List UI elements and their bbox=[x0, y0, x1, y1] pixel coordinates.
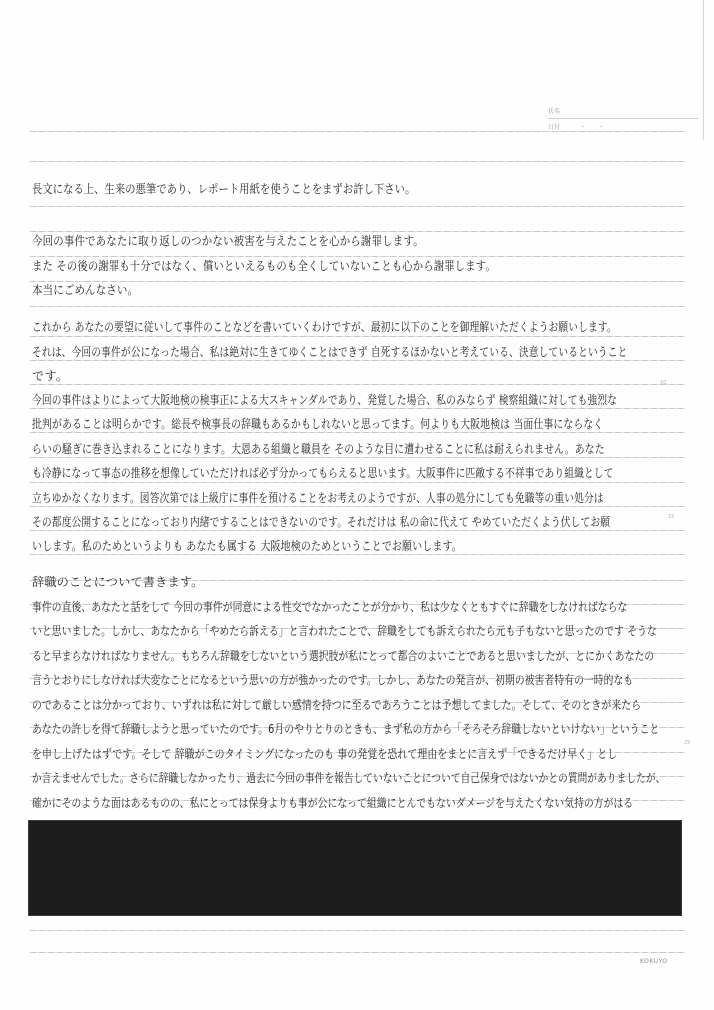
text-line: のであることは分かっており、いずれは私に対して厳しい感情を持つに至るであろうことは予想してました。そして、そのときが来たら bbox=[32, 698, 642, 712]
rule-line bbox=[30, 161, 685, 162]
text-line: また その後の謝罪も十分ではなく、償いといえるものも全くしていないことも心から謝罪します。 bbox=[32, 259, 496, 273]
margin-mark: 25 bbox=[684, 740, 691, 746]
name-underline bbox=[548, 118, 698, 119]
rule-line bbox=[30, 432, 685, 433]
rule-line bbox=[30, 336, 685, 337]
text-line: らいの騒ぎに巻き込まれることになります。大恩ある組織と職員を そのような目に遭わせることに私は耐えられません。あなた bbox=[32, 442, 605, 456]
text-line: その都度公開することになっており内緒ですることはできないのです。それだけは 私の命に代えて やめていただくよう伏してお願 bbox=[32, 515, 611, 529]
text-line: か言えませんでした。さらに辞職しなかったり、過去に今回の事件を報告していないことについて自己保身ではないかとの質問がありましたが、 bbox=[32, 771, 666, 785]
margin-mark: 15 bbox=[668, 514, 675, 520]
rule-line bbox=[30, 306, 685, 307]
text-line: いと思いました。しかし、あなたから「やめたら訴える」と言われたことで、辞職をしても訴えられたら元も子もないと思ったのです そうな bbox=[32, 624, 657, 638]
text-line: 言うとおりにしなければ大変なことになるという思いの方が強かったのです。しかし、あなたの発言が、初期の被害者特有の一時的なも bbox=[32, 673, 634, 687]
rule-line bbox=[30, 131, 685, 132]
text-line: 本当にごめんなさい。 bbox=[32, 283, 139, 297]
text-line: 長文になる上、生来の悪筆であり、レポート用紙を使うことをまずお許し下さい。 bbox=[32, 182, 416, 196]
rule-line bbox=[30, 506, 685, 507]
date-label: 日付 bbox=[548, 124, 561, 131]
text-line: あなたの許しを得て辞職しようと思っていたのです。6月のやりとりのときも、まず私の方から「そろそろ辞職しないといけない」ということ bbox=[32, 722, 660, 736]
rule-line bbox=[30, 206, 685, 207]
text-line: ると早まらなければなりません。もちろん辞職をしないという選択肢が私にとって都合のよいことであると思いましたが、とにかくあなたの bbox=[32, 649, 655, 663]
text-line: 今回の事件であなたに取り返しのつかない被害を与えたことを心から謝罪します。 bbox=[32, 234, 424, 248]
rule-line bbox=[30, 930, 685, 931]
kokuyo-mark: KOKUYO bbox=[640, 958, 668, 965]
text-line: も冷静になって事态の推移を想像していただければ必ず分かってもらえると思います。大阪事件に匹敵する不祥事であり組織として bbox=[32, 466, 614, 480]
text-line: それは、今回の事件が公になった場合、私は絶対に生きてゆくことはできず 自死するほかないと考えている、決意しているということ bbox=[32, 345, 628, 359]
rule-line bbox=[30, 530, 685, 531]
name-label: 氏名 bbox=[548, 108, 561, 115]
rule-line bbox=[30, 360, 685, 361]
text-line: 確かにそのような面はあるものの、私にとっては保身よりも事が公になって組織にとんでもないダメージを与えたくない気持の方がはる bbox=[32, 796, 634, 810]
rule-line bbox=[30, 952, 685, 953]
rule-line bbox=[30, 482, 685, 483]
rule-line bbox=[30, 457, 685, 458]
text-line: 批判があることは明らかです。総長や検事長の辞職もあるかもしれないと思ってます。何よりも大阪地検は 当面仕事にならなく bbox=[32, 417, 604, 431]
text-line: 事件の直後、あなたと話をして 今回の事件が同意による性交でなかったことが分かり、私は少なくともすぐに辞職をしなければならな bbox=[32, 600, 628, 614]
text-line: です。 bbox=[32, 369, 69, 383]
rule-line bbox=[30, 384, 685, 385]
text-line: を申し上げたはずです。そして 辞職がこのタイミングになったのも 事の発覚を恐れて理由をまとに言えず「できるだけ早く」とし bbox=[32, 747, 618, 761]
rule-line bbox=[30, 408, 685, 409]
text-line: 辞職のことについて書きます。 bbox=[32, 575, 204, 589]
text-line: いします。私のためというよりも あなたも属する 大阪地検のためということでお願いします。 bbox=[32, 539, 462, 553]
page-edge-line bbox=[703, 0, 704, 140]
redaction-block bbox=[28, 820, 682, 916]
text-line: 今回の事件はよりによって大阪地検の検事正による大スキャンダルであり、発覚した場合、私のみならず 検察組織に対しても強烈な bbox=[32, 393, 618, 407]
text-line: 立ちゆかなくなります。図答次第では上級庁に事件を預けることをお考えのようですが、人事の処分にしても免職等の重い処分は bbox=[32, 491, 604, 505]
margin-mark: 10 bbox=[660, 380, 667, 386]
date-separators: ・ ・ bbox=[580, 124, 605, 131]
text-line: これから あなたの要望に従いして事件のことなどを書いていくわけですが、最初に以下のことを御理解いただくようお願いします。 bbox=[32, 320, 617, 334]
rule-line bbox=[30, 554, 685, 555]
